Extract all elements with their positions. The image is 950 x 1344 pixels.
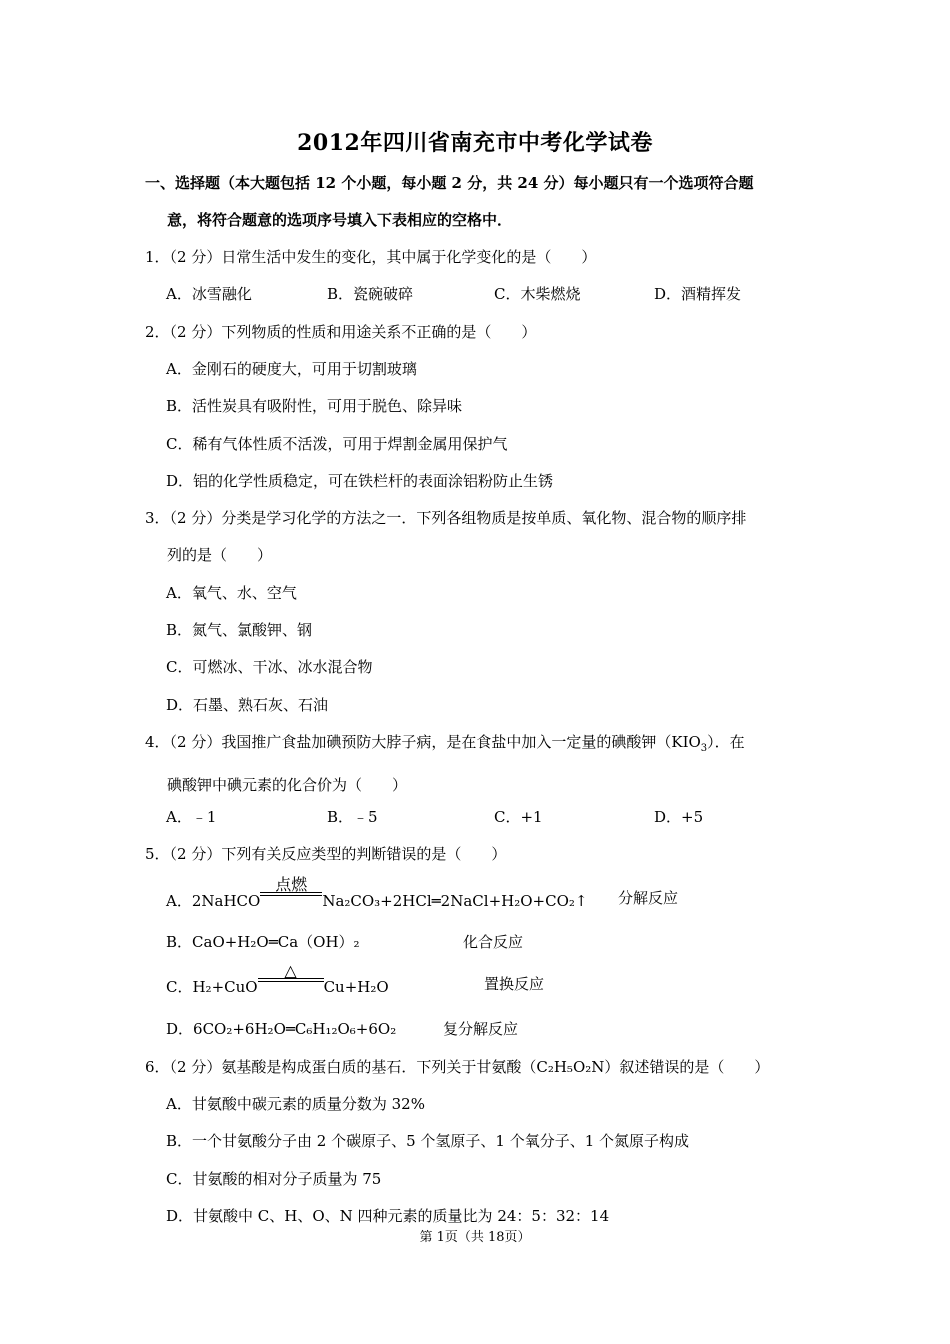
q5d-type: 复分解反应 <box>443 1020 519 1038</box>
q5d-equation: D．6CO₂+6H₂O═C₆H₁₂O₆+6O₂ <box>166 1020 397 1038</box>
question-3-stem-line2: 列的是（ ） <box>167 546 273 564</box>
q5b-type: 化合反应 <box>463 933 524 951</box>
question-1-option-d: D．酒精挥发 <box>654 285 742 303</box>
question-2-option-b: B．活性炭具有吸附性，可用于脱色、除异味 <box>166 397 463 415</box>
question-2-option-d: D．铝的化学性质稳定，可在铁栏杆的表面涂铝粉防止生锈 <box>166 472 554 490</box>
question-4-stem-end: ）．在 <box>707 733 745 751</box>
question-2-option-c: C．稀有气体性质不活泼，可用于焊割金属用保护气 <box>166 435 508 453</box>
q5a-arrow <box>260 875 322 906</box>
question-3-stem-line1: 3．（2 分）分类是学习化学的方法之一．下列各组物质是按单质、氧化物、混合物的顺序排 <box>145 509 747 527</box>
q5c-condition: △ <box>284 961 297 980</box>
question-2-option-a: A．金刚石的硬度大，可用于切割玻璃 <box>166 360 417 378</box>
question-4-option-b: B．﹣5 <box>327 808 378 826</box>
question-3-stem <box>145 500 813 574</box>
question-6-stem: 6．（2 分）氨基酸是构成蛋白质的基石．下列关于甘氨酸（C₂H₅O₂N）叙述错误的是（ ） <box>145 1058 770 1076</box>
double-line-icon <box>258 978 324 982</box>
question-5-stem: 5．（2 分）下列有关反应类型的判断错误的是（ ） <box>145 845 507 863</box>
q5c-prefix: C．H₂+CuO <box>166 978 258 996</box>
question-6-option-d: D．甘氨酸中 C、H、O、N 四种元素的质量比为 24：5：32：14 <box>166 1207 610 1225</box>
question-5-option-d <box>166 1011 519 1048</box>
question-4-stem-line1 <box>145 733 745 754</box>
page-footer: 第 1页（共 18页） <box>419 1230 531 1245</box>
question-3-option-c: C．可燃冰、干冰、冰水混合物 <box>166 658 373 676</box>
question-4-option-d: D．+5 <box>654 808 704 826</box>
q5c-arrow <box>258 961 324 992</box>
question-6-option-a: A．甘氨酸中碳元素的质量分数为 32% <box>166 1095 425 1113</box>
question-3-option-b: B．氮气、氯酸钾、钢 <box>166 621 313 639</box>
question-6-option-b: B．一个甘氨酸分子由 2 个碳原子、5 个氢原子、1 个氧分子、1 个氮原子构成 <box>166 1132 690 1150</box>
q5a-type: 分解反应 <box>618 889 679 907</box>
q5a-condition: 点燃 <box>275 875 308 894</box>
section-heading-line1: 一、选择题（本大题包括 12 个小题，每小题 2 分，共 24 分）每小题只有一个选项符合题 <box>145 174 754 192</box>
q5b-equation: B．CaO+H₂O═Ca（OH）₂ <box>166 933 360 951</box>
question-3-option-a: A．氧气、水、空气 <box>166 584 297 602</box>
question-5-option-c <box>166 961 545 1003</box>
question-4-stem-line2: 碘酸钾中碘元素的化合价为（ ） <box>167 776 408 794</box>
q5c-rest: Cu+H₂O <box>323 978 389 996</box>
q5a-rest: Na₂CO₃+2HCl═2NaCl+H₂O+CO₂↑ <box>322 892 588 910</box>
section-heading-line2: 意，将符合题意的选项序号填入下表相应的空格中． <box>167 211 513 229</box>
question-1-stem: 1．（2 分）日常生活中发生的变化，其中属于化学变化的是（ ） <box>145 248 597 266</box>
question-4-stem-text: 4．（2 分）我国推广食盐加碘预防大脖子病，是在食盐中加入一定量的碘酸钾（KIO <box>145 733 701 751</box>
q5c-type: 置换反应 <box>484 975 545 993</box>
section-heading <box>145 165 813 239</box>
question-2-stem: 2．（2 分）下列物质的性质和用途关系不正确的是（ ） <box>145 323 537 341</box>
question-6-option-c: C．甘氨酸的相对分子质量为 75 <box>166 1170 382 1188</box>
question-3-option-d: D．石墨、熟石灰、石油 <box>166 696 329 714</box>
question-4-option-a: A．﹣1 <box>166 808 217 826</box>
page-title: 2012年四川省南充市中考化学试卷 <box>297 130 653 156</box>
question-4-subscript: 3 <box>700 743 708 754</box>
question-5-option-a <box>166 875 679 917</box>
question-1-option-b: B．瓷碗破碎 <box>327 285 414 303</box>
question-4-stem <box>145 724 813 804</box>
question-1-option-c: C．木柴燃烧 <box>494 285 581 303</box>
question-1-option-a: A．冰雪融化 <box>166 285 252 303</box>
question-4-option-c: C．+1 <box>494 808 543 826</box>
q5a-prefix: A．2NaHCO <box>166 892 261 910</box>
double-line-icon <box>260 892 322 896</box>
